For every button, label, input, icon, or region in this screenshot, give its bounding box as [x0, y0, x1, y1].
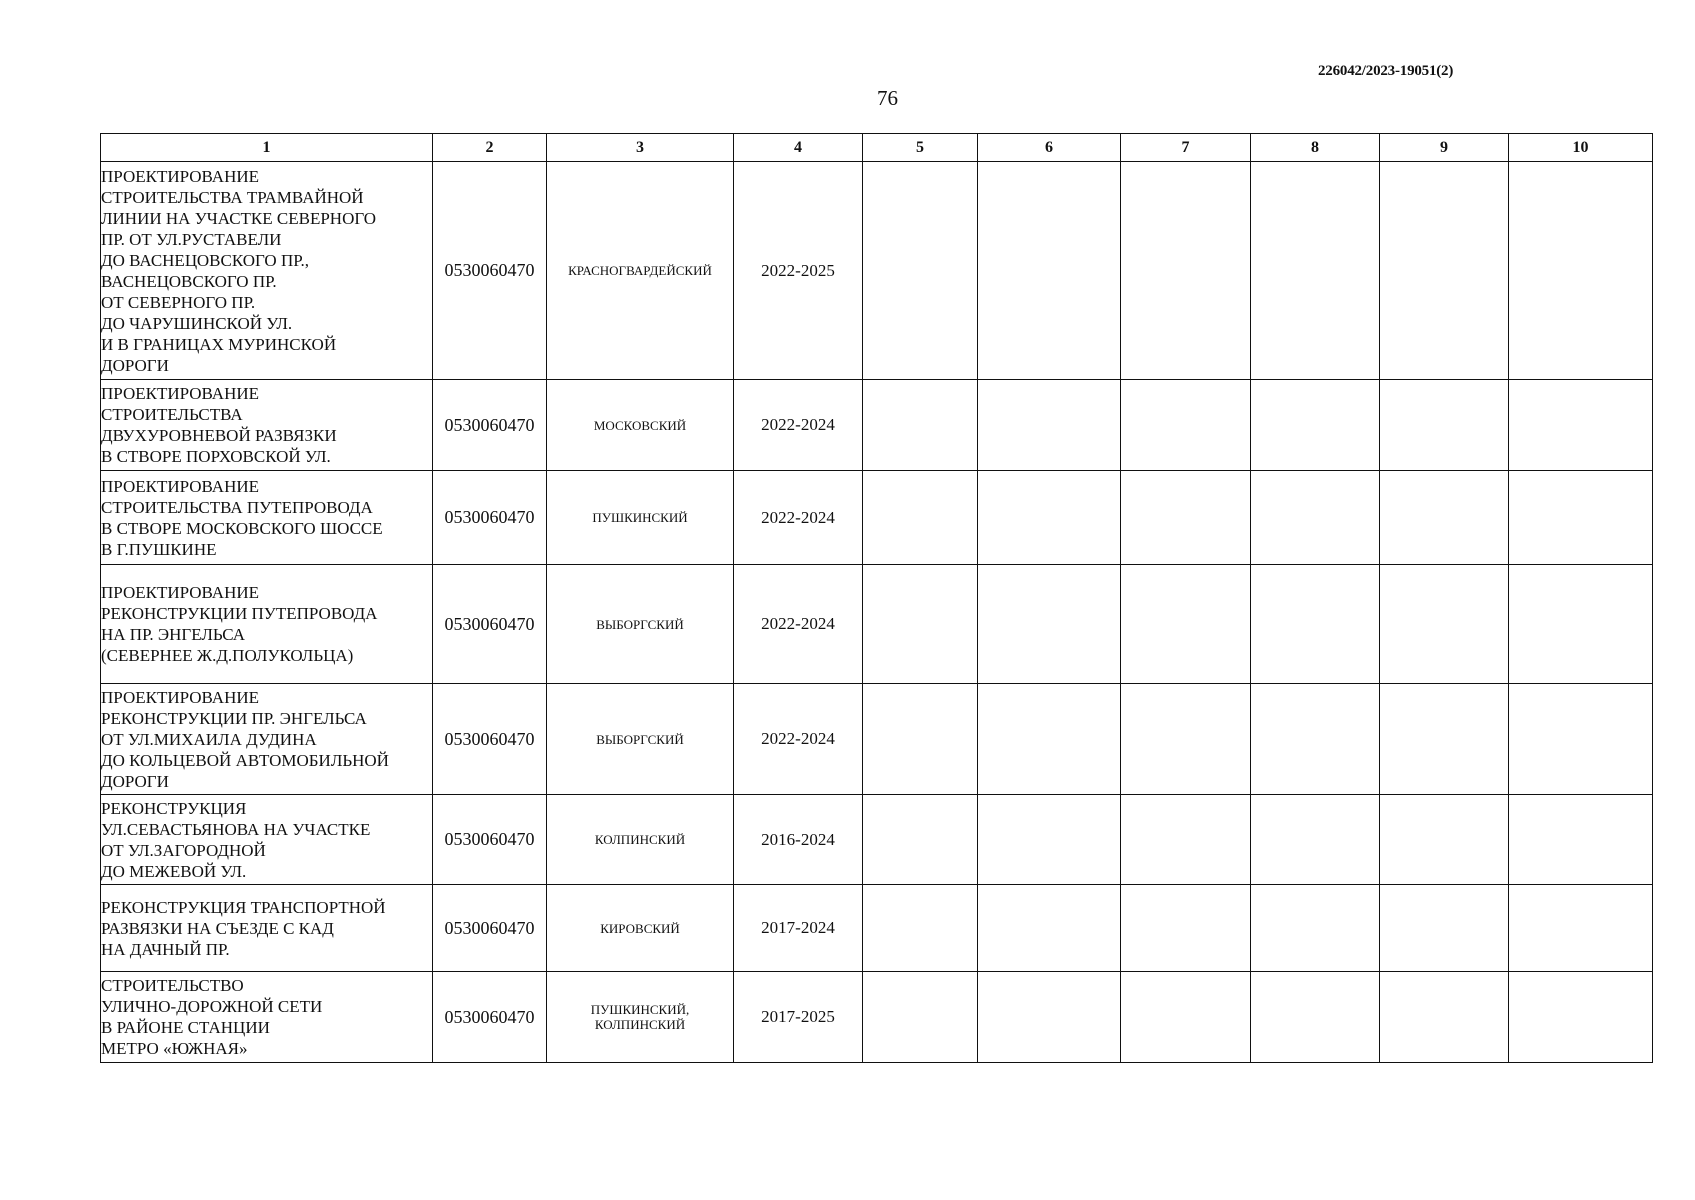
- budget-code-cell: 0530060470: [433, 684, 547, 795]
- district-cell: ВЫБОРГСКИЙ: [547, 684, 734, 795]
- district-cell: МОСКОВСКИЙ: [547, 380, 734, 471]
- column-header: 1: [101, 134, 433, 162]
- empty-cell: [1380, 471, 1509, 565]
- period-cell: 2022-2024: [734, 565, 863, 684]
- budget-code-cell: 0530060470: [433, 885, 547, 972]
- district-cell: ВЫБОРГСКИЙ: [547, 565, 734, 684]
- budget-code-cell: 0530060470: [433, 972, 547, 1063]
- project-name-cell: ПРОЕКТИРОВАНИЕ СТРОИТЕЛЬСТВА ТРАМВАЙНОЙ ЛИНИИ НА УЧАСТКЕ СЕВЕРНОГО ПР. ОТ УЛ.РУСТАВЕЛИ ДО ВАСНЕЦОВСКОГО ПР., ВАСНЕЦОВСКОГО ПР. ОТ СЕВЕРНОГО ПР. ДО ЧАРУШИНСКОЙ УЛ. И В ГРАНИЦАХ МУРИНСКОЙ ДОРОГИ: [101, 162, 433, 380]
- project-name-cell: РЕКОНСТРУКЦИЯ УЛ.СЕВАСТЬЯНОВА НА УЧАСТКЕ ОТ УЛ.ЗАГОРОДНОЙ ДО МЕЖЕВОЙ УЛ.: [101, 795, 433, 885]
- table-row: [101, 471, 1653, 565]
- empty-cell: [1509, 684, 1653, 795]
- empty-cell: [1251, 885, 1380, 972]
- district-cell: ПУШКИНСКИЙ: [547, 471, 734, 565]
- table-row: [101, 684, 1653, 795]
- empty-cell: [978, 972, 1121, 1063]
- empty-cell: [1251, 565, 1380, 684]
- empty-cell: [978, 565, 1121, 684]
- period-cell: 2022-2025: [734, 162, 863, 380]
- empty-cell: [978, 380, 1121, 471]
- column-header: 3: [547, 134, 734, 162]
- empty-cell: [863, 885, 978, 972]
- column-header: 7: [1121, 134, 1251, 162]
- empty-cell: [1380, 162, 1509, 380]
- project-name-cell: ПРОЕКТИРОВАНИЕ РЕКОНСТРУКЦИИ ПУТЕПРОВОДА НА ПР. ЭНГЕЛЬСА (СЕВЕРНЕЕ Ж.Д.ПОЛУКОЛЬЦА): [101, 565, 433, 684]
- empty-cell: [1251, 795, 1380, 885]
- project-name-cell: СТРОИТЕЛЬСТВО УЛИЧНО-ДОРОЖНОЙ СЕТИ В РАЙОНЕ СТАНЦИИ МЕТРО «ЮЖНАЯ»: [101, 972, 433, 1063]
- empty-cell: [1509, 885, 1653, 972]
- empty-cell: [978, 795, 1121, 885]
- empty-cell: [863, 471, 978, 565]
- table-row: [101, 795, 1653, 885]
- table-row: [101, 972, 1653, 1063]
- column-header: 9: [1380, 134, 1509, 162]
- empty-cell: [1251, 471, 1380, 565]
- empty-cell: [1251, 380, 1380, 471]
- empty-cell: [1121, 885, 1251, 972]
- empty-cell: [863, 972, 978, 1063]
- district-cell: КРАСНОГВАРДЕЙСКИЙ: [547, 162, 734, 380]
- empty-cell: [1251, 684, 1380, 795]
- empty-cell: [1121, 162, 1251, 380]
- project-name-cell: ПРОЕКТИРОВАНИЕ СТРОИТЕЛЬСТВА ПУТЕПРОВОДА В СТВОРЕ МОСКОВСКОГО ШОССЕ В Г.ПУШКИНЕ: [101, 471, 433, 565]
- projects-table: [100, 133, 1653, 1063]
- column-header: 10: [1509, 134, 1653, 162]
- project-name-cell: РЕКОНСТРУКЦИЯ ТРАНСПОРТНОЙ РАЗВЯЗКИ НА СЪЕЗДЕ С КАД НА ДАЧНЫЙ ПР.: [101, 885, 433, 972]
- empty-cell: [978, 471, 1121, 565]
- empty-cell: [1121, 972, 1251, 1063]
- empty-cell: [1121, 471, 1251, 565]
- empty-cell: [863, 795, 978, 885]
- empty-cell: [863, 684, 978, 795]
- column-header: 5: [863, 134, 978, 162]
- empty-cell: [1121, 565, 1251, 684]
- period-cell: 2016-2024: [734, 795, 863, 885]
- project-name-cell: ПРОЕКТИРОВАНИЕ СТРОИТЕЛЬСТВА ДВУХУРОВНЕВОЙ РАЗВЯЗКИ В СТВОРЕ ПОРХОВСКОЙ УЛ.: [101, 380, 433, 471]
- empty-cell: [1380, 972, 1509, 1063]
- budget-code-cell: 0530060470: [433, 471, 547, 565]
- empty-cell: [1380, 380, 1509, 471]
- empty-cell: [978, 684, 1121, 795]
- project-name-cell: ПРОЕКТИРОВАНИЕ РЕКОНСТРУКЦИИ ПР. ЭНГЕЛЬСА ОТ УЛ.МИХАИЛА ДУДИНА ДО КОЛЬЦЕВОЙ АВТОМОБИЛЬНОЙ ДОРОГИ: [101, 684, 433, 795]
- table-row: [101, 885, 1653, 972]
- empty-cell: [1380, 885, 1509, 972]
- page-number: 76: [877, 86, 898, 110]
- empty-cell: [1509, 972, 1653, 1063]
- empty-cell: [1121, 795, 1251, 885]
- column-header: 4: [734, 134, 863, 162]
- empty-cell: [1509, 471, 1653, 565]
- empty-cell: [1121, 684, 1251, 795]
- district-cell: КИРОВСКИЙ: [547, 885, 734, 972]
- column-header: 2: [433, 134, 547, 162]
- empty-cell: [1509, 795, 1653, 885]
- empty-cell: [863, 380, 978, 471]
- empty-cell: [863, 162, 978, 380]
- empty-cell: [1251, 162, 1380, 380]
- column-header: 8: [1251, 134, 1380, 162]
- empty-cell: [978, 885, 1121, 972]
- empty-cell: [1380, 565, 1509, 684]
- table-row: [101, 162, 1653, 380]
- period-cell: 2022-2024: [734, 684, 863, 795]
- empty-cell: [1121, 380, 1251, 471]
- empty-cell: [1380, 684, 1509, 795]
- empty-cell: [1380, 795, 1509, 885]
- table-row: [101, 565, 1653, 684]
- empty-cell: [1509, 565, 1653, 684]
- district-cell: ПУШКИНСКИЙ, КОЛПИНСКИЙ: [547, 972, 734, 1063]
- period-cell: 2017-2024: [734, 885, 863, 972]
- budget-code-cell: 0530060470: [433, 162, 547, 380]
- district-cell: КОЛПИНСКИЙ: [547, 795, 734, 885]
- budget-code-cell: 0530060470: [433, 380, 547, 471]
- empty-cell: [1509, 162, 1653, 380]
- table-row: [101, 380, 1653, 471]
- budget-code-cell: 0530060470: [433, 565, 547, 684]
- document-number: 226042/2023-19051(2): [1318, 63, 1454, 79]
- period-cell: 2022-2024: [734, 471, 863, 565]
- empty-cell: [978, 162, 1121, 380]
- empty-cell: [863, 565, 978, 684]
- empty-cell: [1509, 380, 1653, 471]
- table-header-row: [101, 134, 1653, 162]
- period-cell: 2022-2024: [734, 380, 863, 471]
- column-header: 6: [978, 134, 1121, 162]
- period-cell: 2017-2025: [734, 972, 863, 1063]
- empty-cell: [1251, 972, 1380, 1063]
- budget-code-cell: 0530060470: [433, 795, 547, 885]
